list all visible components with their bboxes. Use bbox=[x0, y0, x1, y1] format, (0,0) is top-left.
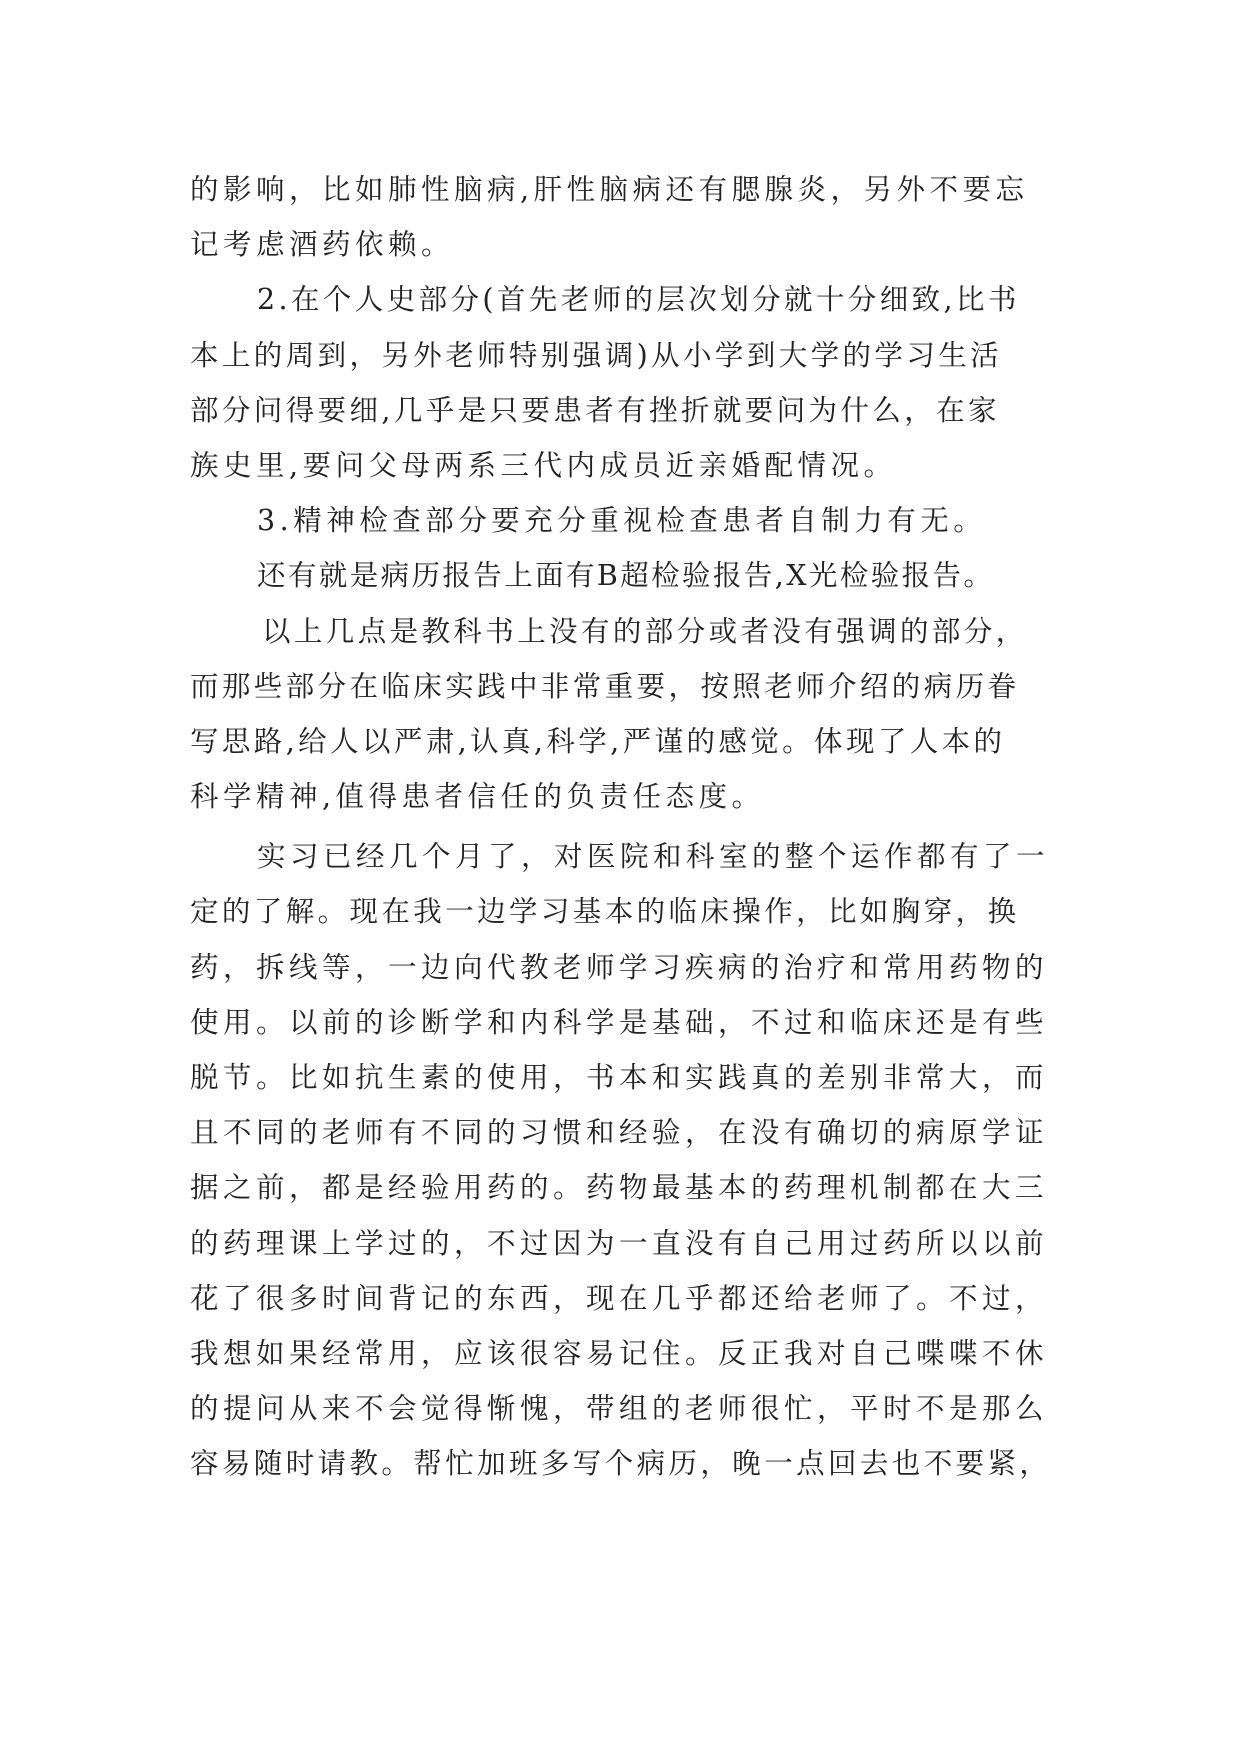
text-line: 定的了解。现在我一边学习基本的临床操作，比如胸穿，换 bbox=[190, 895, 1020, 929]
text-line: 写思路,给人以严肃,认真,科学,严谨的感觉。体现了人本的 bbox=[190, 724, 1006, 758]
body-text bbox=[190, 162, 1050, 1492]
text-line: 的影响，比如肺性脑病,肝性脑病还有腮腺炎，另外不要忘 bbox=[190, 173, 1029, 206]
text-line: 的提问从来不会觉得惭愧，带组的老师很忙，平时不是那么 bbox=[190, 1392, 1049, 1426]
text-line: 2.在个人史部分(首先老师的层次划分就十分细致,比书 bbox=[257, 283, 1020, 317]
text-line: 族史里,要问父母两系三代内成员近亲婚配情况。 bbox=[190, 448, 897, 482]
text-line: 使用。以前的诊断学和内科学是基础，不过和临床还是有些 bbox=[190, 1005, 1049, 1039]
text-line: 实习已经几个月了，对医院和科室的整个运作都有了一 bbox=[257, 840, 1050, 874]
text-line: 据之前，都是经验用药的。药物最基本的药理机制都在大三 bbox=[190, 1171, 1049, 1205]
text-line: 的药理课上学过的，不过因为一直没有自己用过药所以以前 bbox=[190, 1226, 1049, 1260]
text-line: 还有就是病历报告上面有B超检验报告,X光检验报告。 bbox=[257, 559, 995, 593]
text-line: 且不同的老师有不同的习惯和经验，在没有确切的病原学证 bbox=[190, 1116, 1049, 1150]
text-line: 本上的周到，另外老师特别强调)从小学到大学的学习生活 bbox=[190, 338, 1003, 372]
text-line: 记考虑酒药依赖。 bbox=[190, 228, 455, 262]
text-line: 我想如果经常用，应该很容易记住。反正我对自己喋喋不休 bbox=[190, 1336, 1049, 1370]
text-line: 花了很多时间背记的东西，现在几乎都还给老师了。不过， bbox=[190, 1281, 1049, 1315]
text-line: 而那些部分在临床实践中非常重要，按照老师介绍的病历眷 bbox=[190, 669, 1020, 703]
text-line: 部分问得要细,几乎是只要患者有挫折就要问为什么，在家 bbox=[190, 393, 1000, 427]
text-line: 药，拆线等，一边向代教老师学习疾病的治疗和常用药物的 bbox=[190, 950, 1049, 984]
text-line: 脱节。比如抗生素的使用，书本和实践真的差别非常大，而 bbox=[190, 1061, 1049, 1094]
text-line: 容易随时请教。帮忙加班多写个病历，晚一点回去也不要紧， bbox=[190, 1447, 1052, 1481]
text-line: 3.精神检查部分要充分重视检查患者自制力有无。 bbox=[257, 504, 987, 538]
text-line: 以上几点是教科书上没有的部分或者没有强调的部分， bbox=[262, 614, 1028, 648]
text-line: 科学精神,值得患者信任的负责任态度。 bbox=[190, 780, 765, 814]
